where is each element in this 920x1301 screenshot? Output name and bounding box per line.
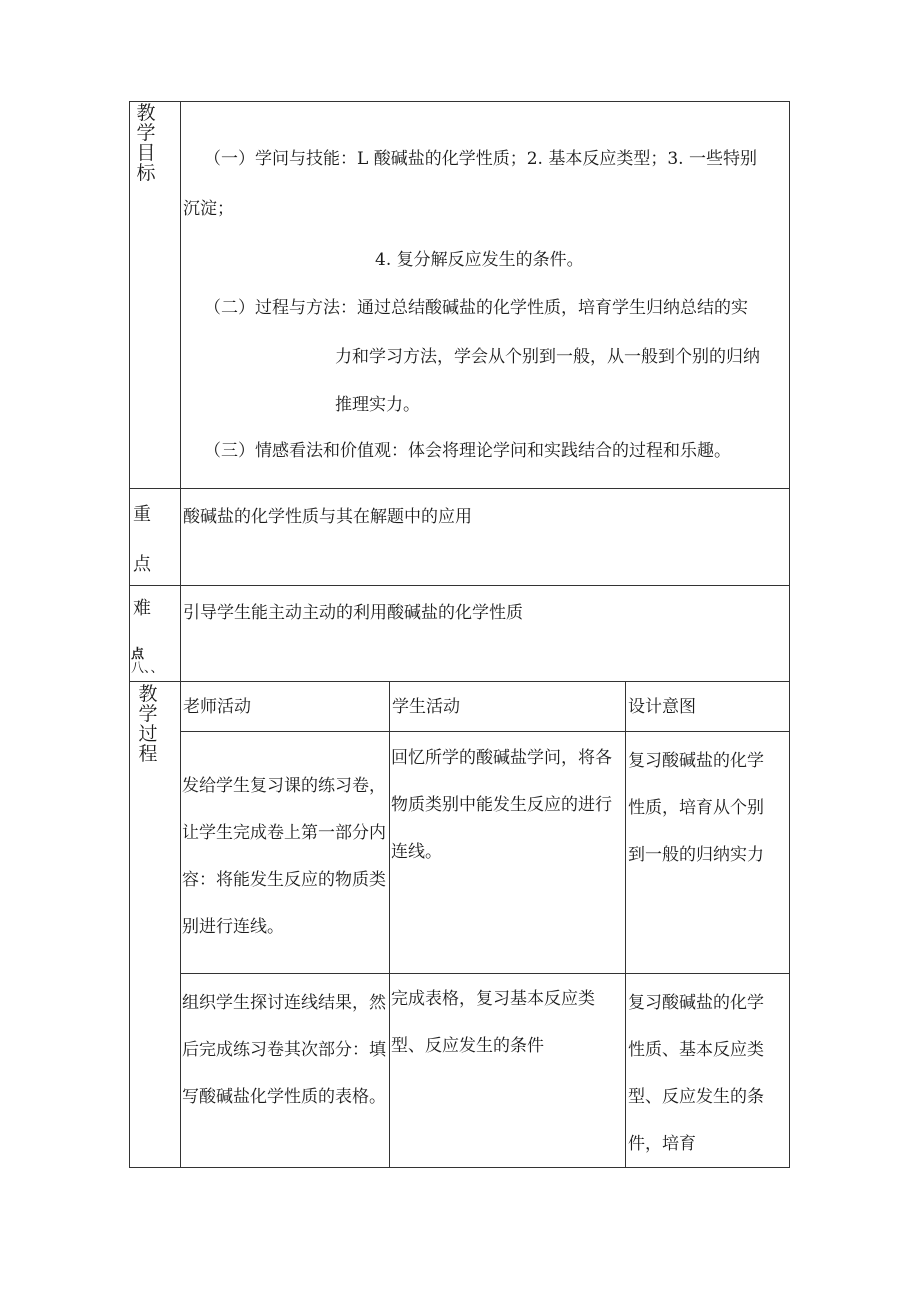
row-divider-header (180, 731, 790, 732)
difficulty-text: 引导学生能主动主动的利用酸碱盐的化学性质 (183, 603, 523, 623)
objectives-line-3-cont2: 推理实力。 (335, 395, 420, 415)
header-student: 学生活动 (392, 697, 460, 717)
keypoint-text: 酸碱盐的化学性质与其在解题中的应用 (183, 507, 472, 527)
difficulty-label-top: 难 (133, 598, 151, 619)
row-divider-objectives (129, 488, 790, 489)
row1-student: 回忆所学的酸碱盐学问，将各物质类别中能发生反应的进行连线。 (391, 748, 612, 862)
student-design-divider (625, 681, 626, 1168)
keypoint-label-bottom: 点 (133, 554, 151, 575)
objectives-label: 教学目标 (136, 102, 156, 184)
process-label: 教学过程 (138, 683, 158, 765)
difficulty-label-bottom: 点 (131, 647, 145, 662)
header-teacher: 老师活动 (183, 697, 251, 717)
row1-design: 复习酸碱盐的化学性质，培育从个别到一般的归纳实力 (628, 751, 764, 865)
objectives-line-3-cont1: 力和学习方法，学会从个别到一般，从一般到个别的归纳 (335, 347, 760, 367)
difficulty-label-bottom2: 八、、 (131, 661, 164, 676)
objectives-line-1: （一）学问与技能：L 酸碱盐的化学性质；2. 基本反应类型；3. 一些特别 (204, 149, 757, 169)
table-border-left (129, 101, 130, 1168)
row-divider-keypoint (129, 585, 790, 586)
row2-student: 完成表格，复习基本反应类型、反应发生的条件 (391, 989, 595, 1056)
objectives-line-1-cont: 沉淀； (183, 199, 234, 219)
objectives-line-4: （三）情感看法和价值观：体会将理论学问和实践结合的过程和乐趣。 (204, 441, 731, 461)
teacher-student-divider (389, 681, 390, 1168)
table-border-top (129, 101, 790, 102)
row-divider-difficulty (129, 681, 790, 682)
header-design: 设计意图 (628, 697, 696, 717)
table-border-right (789, 101, 790, 1168)
label-column-divider (180, 101, 181, 1168)
row-divider-row1 (180, 973, 790, 974)
objectives-line-2: 4. 复分解反应发生的条件。 (375, 250, 584, 270)
objectives-line-3: （二）过程与方法：通过总结酸碱盐的化学性质，培育学生归纳总结的实 (204, 298, 748, 318)
row1-teacher: 发给学生复习课的练习卷，让学生完成卷上第一部分内容：将能发生反应的物质类别进行连线。 (182, 776, 386, 937)
row2-teacher: 组织学生探讨连线结果，然后完成练习卷其次部分：填写酸碱盐化学性质的表格。 (182, 993, 386, 1107)
keypoint-label-top: 重 (133, 504, 151, 525)
row2-design: 复习酸碱盐的化学性质、基本反应类型、反应发生的条件，培育 (628, 993, 764, 1154)
